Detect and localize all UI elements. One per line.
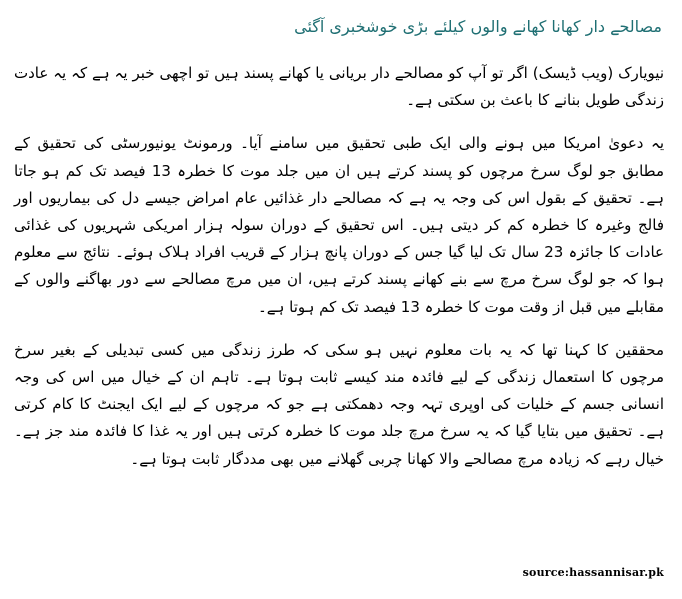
paragraph-researchers: محققین کا کہنا تھا کہ یہ بات معلوم نہیں ہو سکی کہ طرز زندگی میں کسی تبدیلی کے بغیر سرخ مرچوں کا استعمال زندگی کے لیے فائدہ مند کیسے ثابت ہوتا ہے۔ تاہم ان کے خیال میں اس کی وجہ انسانی جسم کے خلیات کی اوپری تہہ وجہ دھمکتی ہے جو کہ مرچوں کے لیے ایک ایجنٹ کا کام کرتی ہے۔ تحقیق میں بتایا گیا کہ یہ سرخ مرچ جلد موت کا خطرہ کرتی ہیں اور یہ غذا کا فائدہ مند جز ہے۔ خیال رہے کہ زیادہ مرچ مصالحے والا کھانا چربی گھلانے میں بھی مددگار ثابت ہوتا ہے۔ — [14, 340, 664, 468]
article-title: مصالحے دار کھانا کھانے والوں کیلئے بڑی خوشخبری آگئی — [294, 17, 662, 36]
paragraph-research: یہ دعویٰ امریکا میں ہونے والی ایک طبی تحقیق میں سامنے آیا۔ ورمونٹ یونیورسٹی کی تحقیق کے مطابق جو لوگ سرخ مرچوں کو پسند کرتے ہیں ان میں جلد موت کا خطرہ 13 فیصد تک کم ہو جاتا ہے۔ تحقیق کے بقول اس کی وجہ یہ ہے کہ مصالحے دار غذائیں عام امراض جیسے دل کی بیماریوں اور فالج وغیرہ کا خطرہ کم کر دیتی ہیں۔ اس تحقیق کے دوران سولہ ہزار امریکی شہریوں کی غذائی عادات کا جائزہ 23 سال تک لیا گیا جس کے دوران پانچ ہزار کے قریب افراد ہلاک ہوئے۔ نتائج سے معلوم ہوا کہ جو لوگ سرخ مرچ سے بنے کھانے پسند کرتے ہیں، ان میں مرچ مصالحے سے دور بھاگنے والوں کے مقابلے میں قبل از وقت موت کا خطرہ 13 فیصد تک کم ہوتا ہے۔ — [14, 134, 664, 316]
source-credit: source:hassannisar.pk — [522, 566, 664, 579]
article-body — [14, 60, 664, 489]
paragraph-intro: نیویارک (ویب ڈیسک) اگر تو آپ کو مصالحے دار بریانی یا کھانے پسند ہیں تو اچھی خبر یہ ہے کہ یہ عادت زندگی طویل بنانے کا باعث بن سکتی ہے۔ — [14, 64, 664, 110]
